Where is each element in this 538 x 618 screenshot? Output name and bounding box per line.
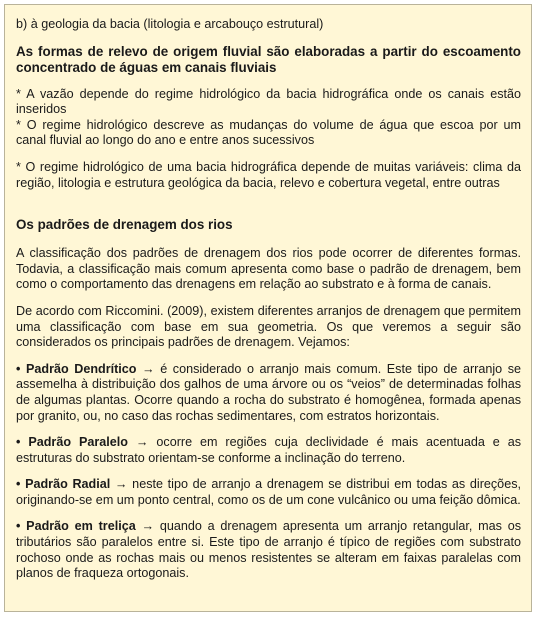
pattern-dendritic — [16, 362, 521, 424]
pattern-label: • Padrão Paralelo → — [16, 435, 149, 450]
pattern-radial — [16, 477, 521, 508]
pattern-text: neste tipo de arranjo a drenagem se distribui em todas as direções, originando-se em um ponto central, como os de um cone vulcânico ou uma feição dômica. — [16, 477, 521, 507]
fluvial-heading: As formas de relevo de origem fluvial são elaboradas a partir do escoamento concentrado de águas em canais fluviais — [16, 43, 521, 75]
paragraph-1: A classificação dos padrões de drenagem dos rios pode ocorrer de diferentes formas. Todavia, a classificação mais comum apresenta como base o padrão de drenagem, bem como o comportamento das drenagens em relação ao substrato e à forma de canais. — [16, 246, 521, 292]
content-box — [4, 4, 532, 612]
pattern-text: quando a drenagem apresenta um arranjo retangular, mas os tributários são paralelos entre si. Este tipo de arranjo é típico de regiões com substrato rochoso onde as rochas mais ou menos resistentes se alteram em faixas paralelas com planos de fraqueza ortogonais. — [16, 519, 521, 581]
intro-item: b) à geologia da bacia (litologia e arcabouço estrutural) — [16, 17, 324, 31]
paragraph-2: De acordo com Riccomini. (2009), existem diferentes arranjos de drenagem que permitem uma classificação com base em sua geometria. Os que veremos a seguir são considerados os principais padrões de drenagem. Vejamos: — [16, 303, 521, 350]
pattern-label: • Padrão Radial → — [16, 477, 128, 492]
note-3: * O regime hidrológico de uma bacia hidrográfica depende de muitas variáveis: clima da região, litologia e estrutura geológica da bacia, relevo e cobertura vegetal, entre outras — [16, 159, 521, 190]
pattern-trellis — [16, 519, 521, 581]
pattern-label: • Padrão em treliça → — [16, 519, 155, 534]
note-1: * A vazão depende do regime hidrológico da bacia hidrográfica onde os canais estão inseridos — [16, 86, 521, 117]
pattern-text: é considerado o arranjo mais comum. Este tipo de arranjo se assemelha à distribuição dos galhos de uma árvore ou os “veios” de determinadas folhas de algumas plantas. Ocorre quando a rocha do substrato é homogênea, formada apenas por granito, ou, no caso das rochas sedimentares, com estratos horizontais. — [16, 361, 522, 423]
section-title: Os padrões de drenagem dos rios — [16, 217, 233, 233]
pattern-label: • Padrão Dendrítico → — [16, 361, 155, 376]
pattern-text: ocorre em regiões cuja declividade é mais acentuada e as estruturas do substrato orientam-se conforme a inclinação do terreno. — [16, 435, 521, 465]
pattern-parallel — [16, 435, 521, 466]
note-2: * O regime hidrológico descreve as mudanças do volume de água que escoa por um canal fluvial ao longo do ano e entre anos sucessivos — [16, 117, 521, 148]
